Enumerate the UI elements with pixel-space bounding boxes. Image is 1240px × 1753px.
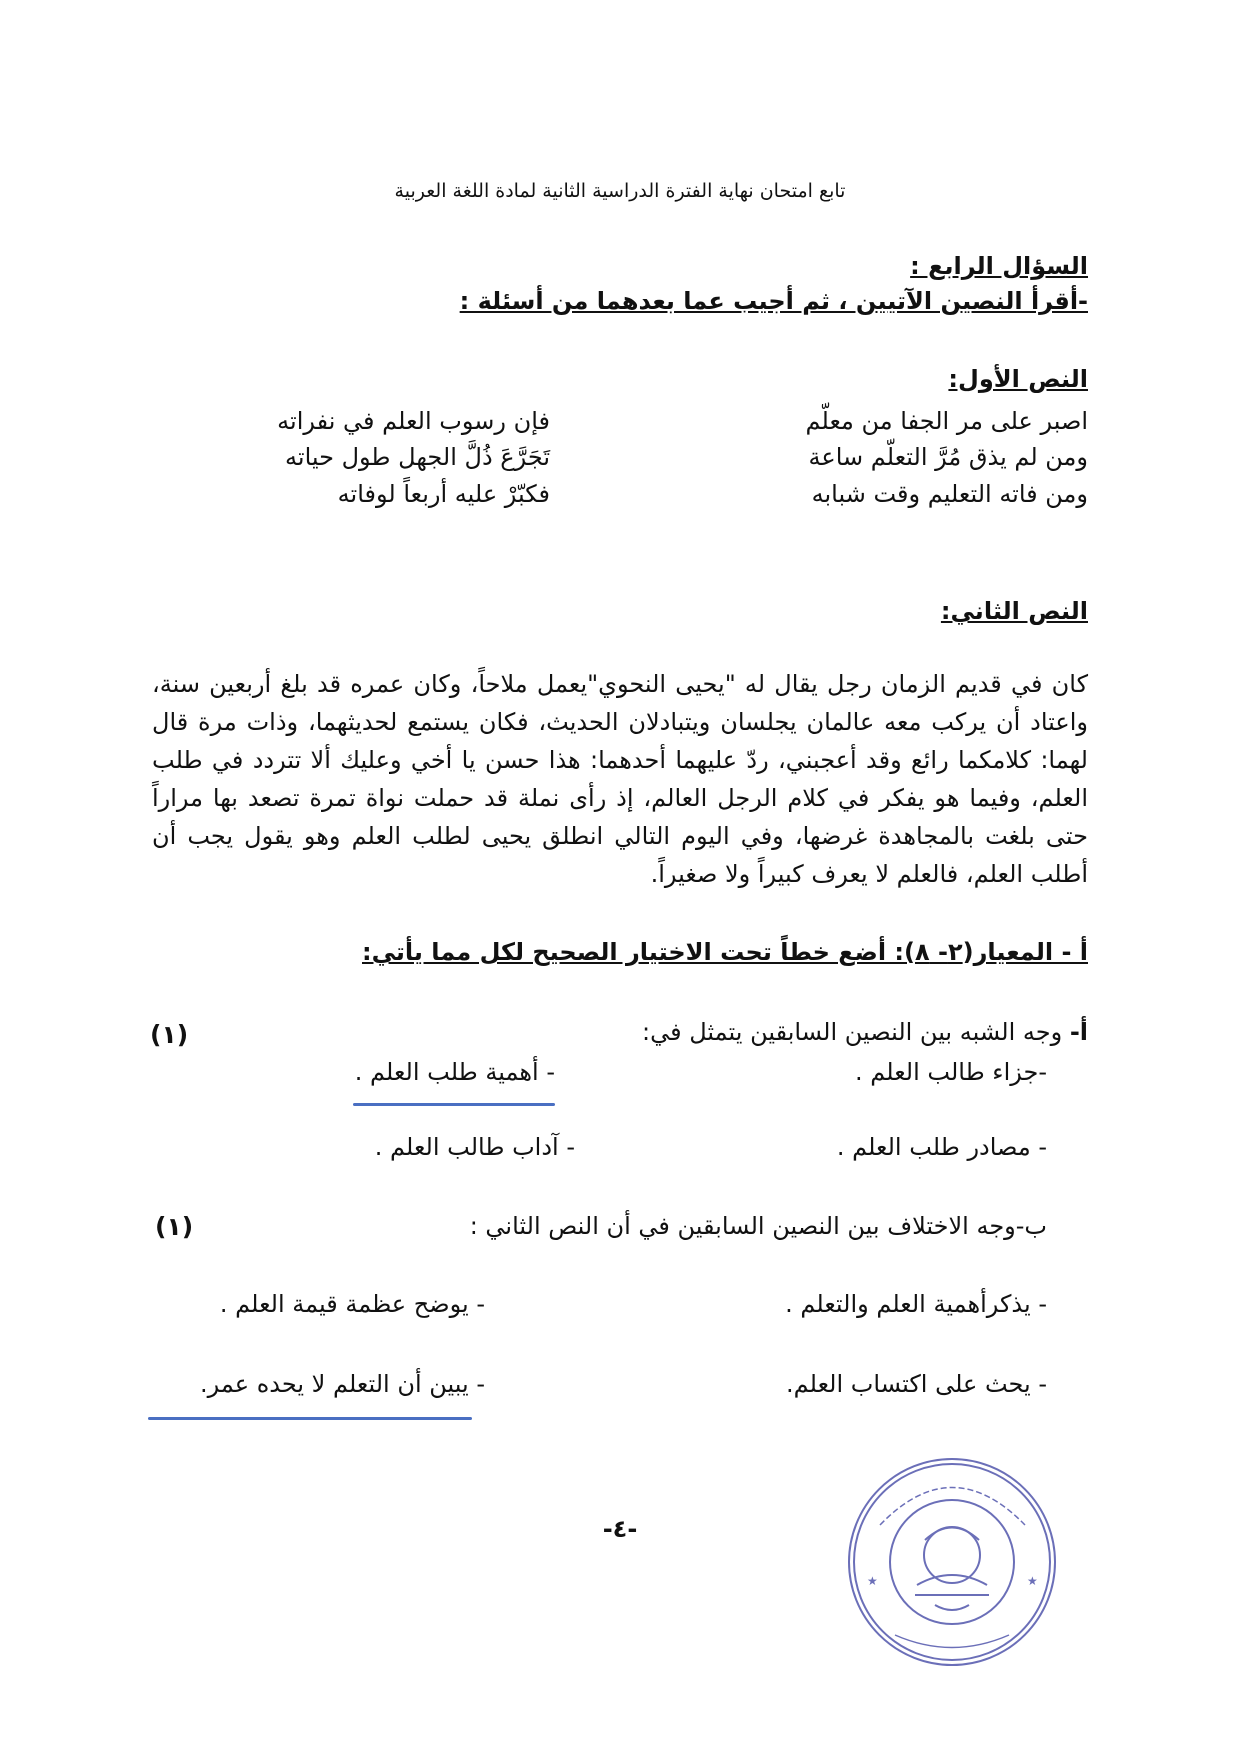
item-a-label: أ- <box>1069 1018 1088 1046</box>
page-number: -٤- <box>602 1515 638 1543</box>
criterion-instruction: أ - المعيار(٢- ٨): أضع خطاً تحت الاختيار الصحيح لكل مما يأتي: <box>362 938 1088 966</box>
answer-underline-b <box>148 1417 472 1420</box>
verse2-first: ومن لم يذق مُرَّ التعلّم ساعة <box>808 443 1088 471</box>
item-a-question <box>642 1018 1088 1046</box>
question-instruction: -أقرأ النصين الآتيين ، ثم أجيب عما بعدهما من أسئلة : <box>459 287 1088 315</box>
item-b-option-3[interactable]: - يحث على اكتساب العلم. <box>786 1370 1047 1398</box>
question-title: السؤال الرابع : <box>910 252 1088 280</box>
verse1-second: فإن رسوب العلم في نفراته <box>277 407 550 435</box>
item-a-mark: (١) <box>150 1020 189 1049</box>
item-b-option-2[interactable]: - يوضح عظمة قيمة العلم . <box>219 1290 485 1318</box>
item-b-mark: (١) <box>155 1212 194 1241</box>
verse3-first: ومن فاته التعليم وقت شبابه <box>811 480 1088 508</box>
exam-header: تابع امتحان نهاية الفترة الدراسية الثانية لمادة اللغة العربية <box>394 180 846 202</box>
verse2-second: تَجَرَّعَ ذُلَّ الجهل طول حياته <box>285 443 550 471</box>
item-a-text: وجه الشبه بين النصين السابقين يتمثل في: <box>642 1018 1063 1046</box>
text2-title: النص الثاني: <box>940 597 1088 625</box>
text1-title: النص الأول: <box>948 365 1088 393</box>
svg-text:★: ★ <box>1027 1574 1038 1588</box>
item-a-option-3[interactable]: - مصادر طلب العلم . <box>836 1133 1047 1161</box>
item-a-option-1[interactable]: -جزاء طالب العلم . <box>855 1058 1047 1086</box>
svg-text:★: ★ <box>867 1574 878 1588</box>
item-b-question: ب-وجه الاختلاف بين النصين السابقين في أن النص الثاني : <box>469 1212 1047 1240</box>
official-stamp <box>845 1455 1060 1670</box>
item-b-option-4[interactable]: - يبين أن التعلم لا يحده عمر. <box>200 1370 485 1398</box>
item-b-option-1[interactable]: - يذكرأهمية العلم والتعلم . <box>785 1290 1047 1318</box>
text2-paragraph: كان في قديم الزمان رجل يقال له "يحيى النحوي"يعمل ملاحاً، وكان عمره قد بلغ أربعين سنة، واعتاد أن يركب معه عالمان يجلسان ويتبادلان الحديث، فكان يستمع لحديثهما، وذات مرة قال لهما: كلامكما رائع وقد أعجبني، ردّ عليهما أحدهما: هذا حسن يا أخي وعليك ألا تتردد في طلب العلم، وفيما هو يفكر في كلام الرجل العالم، إذ رأى نملة قد حملت نواة تمرة تصعد بها مراراً حتى بلغت بالمجاهدة غرضها، وفي اليوم التالي انطلق يحيى لطلب العلم وهو يقول يجب أن أطلب العلم، فالعلم لا يعرف كبيراً ولا صغيراً. <box>152 670 1088 888</box>
verse3-second: فكبّرْ عليه أربعاً لوفاته <box>337 480 550 508</box>
verse1-first: اصبر على مر الجفا من معلّم <box>805 407 1088 435</box>
item-a-option-2[interactable]: - أهمية طلب العلم . <box>354 1058 555 1086</box>
item-a-option-4[interactable]: - آداب طالب العلم . <box>374 1133 575 1161</box>
answer-underline-a <box>353 1103 555 1106</box>
